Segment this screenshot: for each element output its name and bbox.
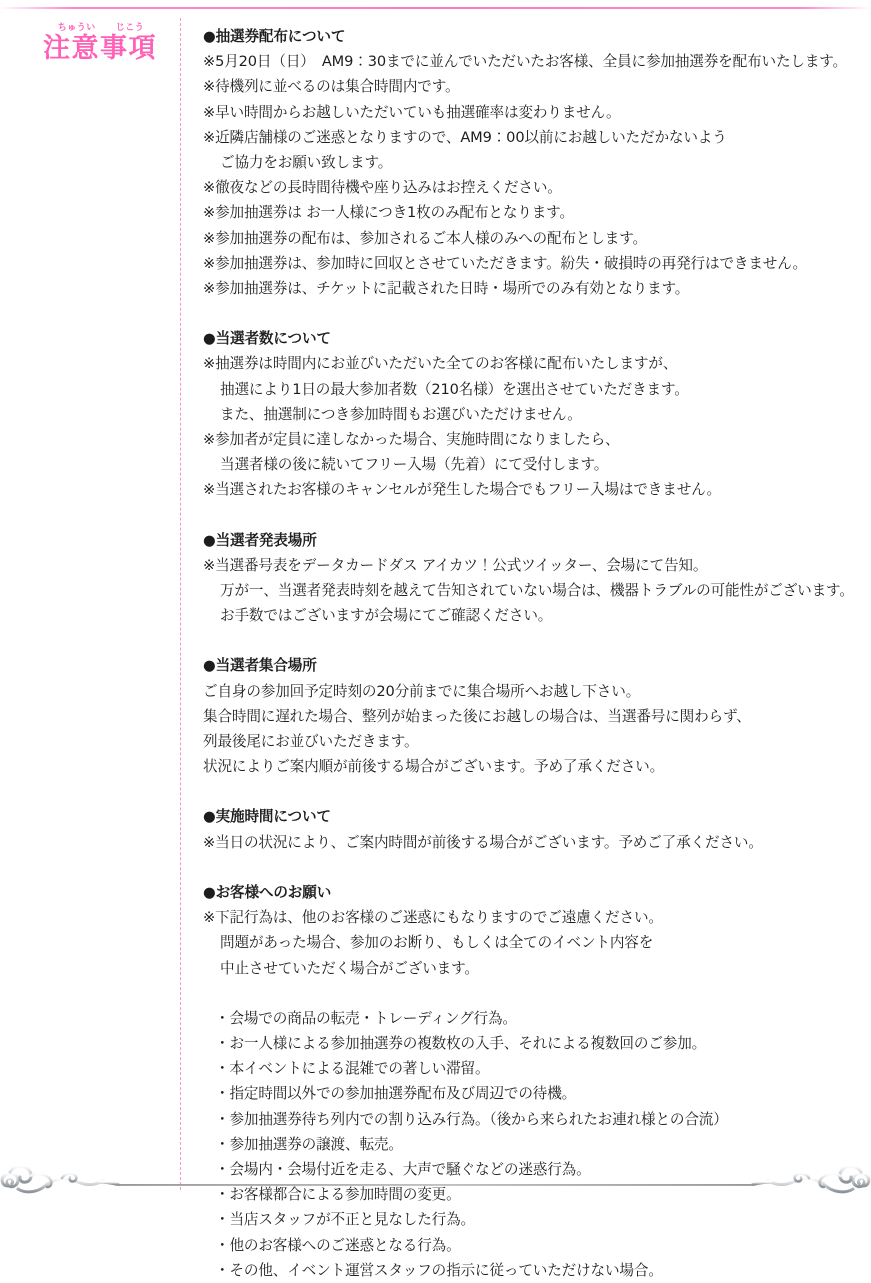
prohibited-item: ・参加抽選券の譲渡、転売。 [215, 1135, 403, 1153]
notice-line: ※当選されたお客様のキャンセルが発生した場合でもフリー入場はできません。 [203, 481, 721, 499]
notice-section [203, 1006, 863, 1283]
title-furigana-row [32, 24, 170, 33]
notice-line: 集合時間に遅れた場合、整列が始まった後にお越しの場合は、当選番号に関わらず、 [203, 707, 751, 725]
notice-section [203, 326, 863, 502]
page-title-badge [30, 24, 170, 63]
top-pink-rule-decoration [0, 7, 871, 9]
furigana-chuui: ちゅうい [57, 23, 96, 33]
notice-line: 抽選により1日の最大参加者数（210名様）を選出させていただきます。 [220, 380, 689, 398]
notice-line: お手数ではございますが会場にてご確認ください。 [220, 607, 553, 625]
notice-line: ※参加抽選券は お一人様につき1枚のみ配布となります。 [203, 204, 574, 222]
notice-line: 問題があった場合、参加のお断り、もしくは全てのイベント内容を [220, 934, 654, 952]
notice-line: ※当選番号表をデータカードダス アイカツ！公式ツイッター、会場にて告知。 [203, 556, 708, 574]
notice-line: ご協力をお願い致します。 [220, 154, 393, 172]
prohibited-item: ・お客様都合による参加時間の変更。 [215, 1186, 461, 1204]
prohibited-item: ・当店スタッフが不正と見なした行為。 [215, 1211, 475, 1229]
notice-line: 状況によりご案内順が前後する場合がございます。予め了承ください。 [203, 758, 665, 776]
notice-line: ※当日の状況により、ご案内時間が前後する場合がございます。予めご了承ください。 [203, 833, 763, 851]
vertical-dashed-divider [180, 18, 181, 1190]
notice-line: ※参加者が定員に達しなかった場合、実施時間になりましたら、 [203, 431, 620, 449]
section-heading: ●お客様へのお願い [203, 883, 332, 901]
prohibited-item: ・会場内・会場付近を走る、大声で騒ぐなどの迷惑行為。 [215, 1160, 591, 1178]
notice-line: ※下記行為は、他のお客様のご迷惑にもなりますのでご遠慮ください。 [203, 909, 663, 927]
notice-section [203, 528, 863, 629]
prohibited-item: ・会場での商品の転売・トレーディング行為。 [215, 1009, 517, 1027]
section-heading: ●抽選券配布について [203, 28, 346, 45]
notice-line: ※参加抽選券は、チケットに記載された日時・場所でのみ有効となります。 [203, 280, 690, 298]
notice-line: 列最後尾にお並びいただきます。 [203, 733, 419, 751]
notice-line: ※5月20日（日） AM9：30までに並んでいただいたお客様、全員に参加抽選券を配布いたします。 [203, 53, 848, 71]
notice-section [203, 880, 863, 981]
section-heading: ●実施時間について [203, 808, 331, 826]
prohibited-item: ・指定時間以外での参加抽選券配布及び周辺での待機。 [215, 1085, 577, 1103]
notice-line: 万が一、当選者発表時刻を越えて告知されていない場合は、機器トラブルの可能性がございます。 [220, 582, 854, 600]
notice-line: 中止させていただく場合がございます。 [220, 959, 479, 977]
section-heading: ●当選者数について [203, 330, 331, 348]
notice-body [203, 24, 863, 1283]
section-heading: ●当選者集合場所 [203, 657, 317, 675]
notice-section [203, 804, 863, 854]
prohibited-item: ・参加抽選券待ち列内での割り込み行為。（後から来られたお連れ様との合流） [215, 1110, 728, 1128]
notice-section [203, 653, 863, 779]
prohibited-item: ・その他、イベント運営スタッフの指示に従っていただけない場合。 [215, 1261, 663, 1279]
page-title: 注意事項 [43, 33, 157, 64]
notice-section [203, 24, 863, 301]
notice-line: ※参加抽選券の配布は、参加されるご本人様のみへの配布とします。 [203, 229, 647, 247]
notice-line: また、抽選制につき参加時間もお選びいただけません。 [220, 405, 582, 423]
notice-line: ※待機列に並べるのは集合時間内です。 [203, 78, 460, 96]
furigana-jikou: じこう [115, 23, 145, 33]
notice-line: ご自身の参加回予定時刻の20分前までに集合場所へお越し下さい。 [203, 682, 641, 700]
notice-line: ※近隣店舗様のご迷惑となりますので、AM9：00以前にお越しいただかないよう [203, 128, 727, 146]
notice-line: ※参加抽選券は、参加時に回収とさせていただきます。紛失・破損時の再発行はできません。 [203, 254, 807, 272]
prohibited-item: ・お一人様による参加抽選券の複数枚の入手、それによる複数回のご参加。 [215, 1034, 707, 1052]
notice-line: ※早い時間からお越しいただいていも抽選確率は変わりません。 [203, 103, 621, 121]
notice-line: 当選者様の後に続いてフリー入場（先着）にて受付します。 [220, 456, 609, 474]
notice-line: ※抽選券は時間内にお並びいただいた全てのお客様に配布いたしますが、 [203, 355, 678, 373]
section-heading: ●当選者発表場所 [203, 531, 317, 549]
notice-line: ※徹夜などの長時間待機や座り込みはお控えください。 [203, 179, 562, 197]
bottom-ornament-decoration [0, 1162, 871, 1202]
prohibited-item: ・本イベントによる混雑での著しい滞留。 [215, 1060, 490, 1078]
prohibited-item: ・他のお客様へのご迷惑となる行為。 [215, 1236, 461, 1254]
